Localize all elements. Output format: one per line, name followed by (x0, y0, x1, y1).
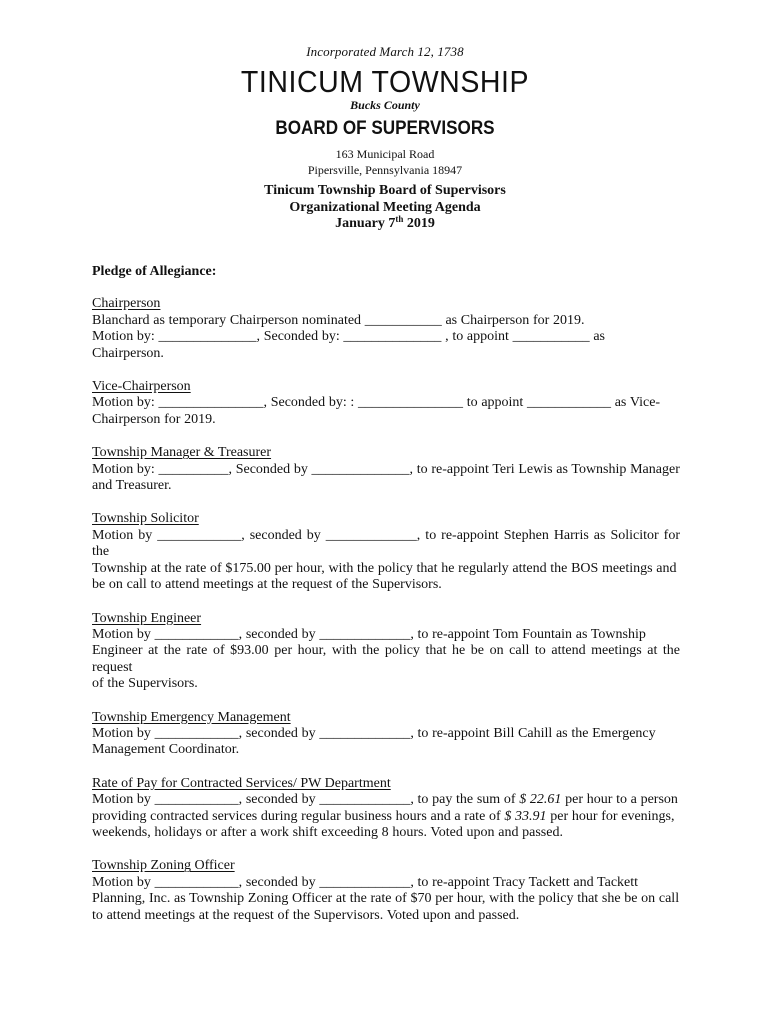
section-title: Township Manager & Treasurer (92, 445, 272, 461)
text-line (92, 792, 680, 808)
meeting-date (0, 216, 770, 233)
text-fragment: providing contracted services during regular business hours and a rate of (92, 808, 505, 824)
section-vice-chairperson (92, 379, 680, 428)
section-text (92, 528, 680, 594)
daytime-rate: $ 22.61 (519, 792, 562, 808)
agenda-title-line-1: Tinicum Township Board of Supervisors (264, 183, 506, 198)
township-name: TINICUM TOWNSHIP (240, 64, 530, 99)
section-text (92, 627, 680, 693)
address (0, 146, 770, 178)
section-emergency-management (92, 710, 680, 759)
section-text (92, 395, 680, 428)
text-line: Motion by ____________, seconded by _____________, to re-appoint Tracy Tackett and Tackett (92, 874, 639, 890)
section-township-manager (92, 445, 680, 494)
section-chairperson (92, 296, 680, 362)
text-line: Motion by: _______________, Seconded by: : _______________ to appoint ____________ as Vice- (92, 395, 661, 411)
section-text (92, 313, 680, 362)
text-line: Motion by: ______________, Seconded by: ______________ , to appoint ___________ as (92, 329, 605, 345)
board-name: BOARD OF SUPERVISORS (275, 118, 495, 139)
meeting-date-year: 2019 (403, 216, 435, 231)
section-title: Township Emergency Management (92, 709, 291, 725)
section-title: Vice-Chairperson (92, 379, 191, 395)
text-line: Motion by: __________, Seconded by ______________, to re-appoint Teri Lewis as Township Manager (92, 461, 680, 477)
letterhead (0, 44, 770, 178)
text-line: Chairperson for 2019. (92, 411, 216, 427)
agenda-title (0, 183, 770, 233)
section-rate-of-pay (92, 776, 680, 842)
section-title: Township Engineer (92, 610, 202, 626)
meeting-date-ordinal: th (395, 214, 404, 224)
section-text (92, 875, 680, 924)
text-line: Engineer at the rate of $93.00 per hour, with the policy that he be on call to attend meetings at the request (92, 643, 680, 675)
agenda-body (92, 264, 680, 941)
incorporated-date: Incorporated March 12, 1738 (306, 44, 464, 59)
text-line (92, 809, 680, 825)
section-zoning-officer (92, 858, 680, 924)
text-line: weekends, holidays or after a work shift exceeding 8 hours. Voted upon and passed. (92, 824, 563, 840)
text-line: Management Coordinator. (92, 742, 240, 758)
section-title: Township Solicitor (92, 511, 199, 527)
section-township-engineer (92, 611, 680, 693)
section-title: Chairperson (92, 296, 161, 312)
text-line: Township at the rate of $175.00 per hour, with the policy that he regularly attend the BOS meetings and (92, 560, 677, 576)
section-title: Rate of Pay for Contracted Services/ PW Department (92, 775, 391, 791)
meeting-date-day: January 7 (335, 216, 396, 231)
text-line: Motion by ____________, seconded by _____________, to re-appoint Bill Cahill as the Emergency (92, 725, 656, 741)
text-line: Motion by ____________, seconded by _____________, to re-appoint Stephen Harris as Solicitor for the (92, 527, 680, 560)
section-text (92, 462, 680, 495)
text-line: Motion by ____________, seconded by _____________, to re-appoint Tom Fountain as Township (92, 626, 646, 642)
text-fragment: Motion by ____________, seconded by _____________, to pay the sum of (92, 792, 520, 808)
evening-rate: $ 33.91 (504, 808, 547, 824)
text-fragment: per hour for evenings, (546, 808, 675, 824)
section-text (92, 726, 680, 759)
text-fragment: per hour to a person (561, 792, 678, 808)
section-title: Township Zoning Officer (92, 858, 235, 874)
text-line: be on call to attend meetings at the request of the Supervisors. (92, 577, 442, 593)
text-line: of the Supervisors. (92, 676, 198, 692)
text-line: to attend meetings at the request of the Supervisors. Voted upon and passed. (92, 907, 520, 923)
text-line: Blanchard as temporary Chairperson nominated ___________ as Chairperson for 2019. (92, 312, 585, 328)
pledge-heading: Pledge of Allegiance: (92, 264, 217, 279)
section-township-solicitor (92, 511, 680, 593)
address-line-1: 163 Municipal Road (335, 147, 435, 161)
agenda-title-line-2: Organizational Meeting Agenda (289, 199, 481, 215)
county-name: Bucks County (350, 98, 420, 112)
address-line-2: Pipersville, Pennsylvania 18947 (307, 163, 463, 177)
text-line: and Treasurer. (92, 478, 172, 494)
text-line: Planning, Inc. as Township Zoning Officer at the rate of $70 per hour, with the policy that she be on call (92, 891, 680, 907)
section-text (92, 792, 680, 841)
text-line: Chairperson. (92, 345, 164, 361)
